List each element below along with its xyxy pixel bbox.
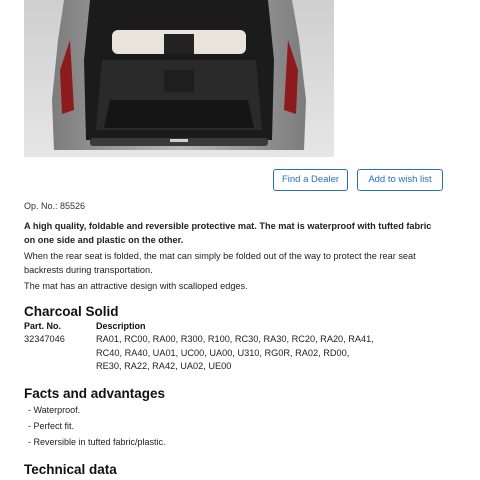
fact-item: - Reversible in tufted fabric/plastic. <box>28 437 166 447</box>
variant-title: Charcoal Solid <box>24 304 119 319</box>
product-intro: A high quality, foldable and reversible protective mat. The mat is waterproof with tufted fabric on one side and plastic on the other. <box>24 221 432 245</box>
description-value: RA01, RC00, RA00, R300, R100, RC30, RA30, RC20, RA20, RA41, RC40, RA40, UA01, UC00, UA00, U310, RG0R, RA02, RD00, RE30, RA22, RA42, UA02, UE00 <box>96 334 374 371</box>
part-number-value: 32347046 <box>24 334 65 344</box>
op-number: Op. No.: 85526 <box>24 201 86 211</box>
fact-item: - Waterproof. <box>28 405 81 415</box>
facts-title: Facts and advantages <box>24 386 166 401</box>
description-header: Description <box>96 321 146 331</box>
fact-item: - Perfect fit. <box>28 421 75 431</box>
add-to-wishlist-button[interactable]: Add to wish list <box>357 169 443 191</box>
product-scallop-text: The mat has an attractive design with scalloped edges. <box>24 281 248 291</box>
technical-data-title: Technical data <box>24 462 117 477</box>
product-image <box>24 0 334 157</box>
product-fold-text: When the rear seat is folded, the mat can simply be folded out of the way to protect the rear seat backrests during transportation. <box>24 251 416 275</box>
part-number-header: Part. No. <box>24 321 62 331</box>
find-dealer-button[interactable]: Find a Dealer <box>273 169 348 191</box>
